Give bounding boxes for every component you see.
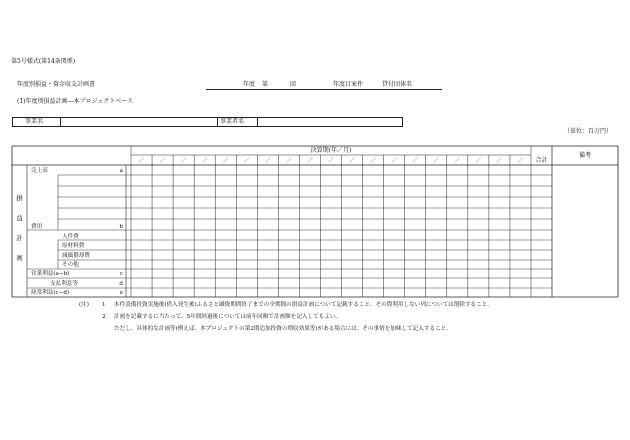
side-label-char: 画	[16, 254, 23, 262]
row-label: その他	[62, 262, 79, 268]
period-slash: ／	[349, 158, 355, 164]
period-slash: ／	[244, 158, 250, 164]
note-2-number: 2	[102, 314, 106, 320]
form-label: 第5号様式(第14条関係)	[11, 58, 76, 65]
operator-name-label: 事業者名	[220, 118, 245, 125]
lender-label: 貸付団体名	[382, 81, 413, 88]
row-label: 売上高	[31, 168, 48, 174]
row-code: d	[119, 281, 123, 287]
period-slash: ／	[517, 158, 524, 164]
period-slash: ／	[496, 158, 503, 164]
row-code: e	[119, 290, 123, 296]
row-code: c	[119, 271, 123, 277]
round-suffix: 回	[290, 81, 297, 88]
period-slash: ／	[180, 158, 187, 164]
total-header: 合計	[535, 157, 548, 164]
row-label: 人件費	[62, 234, 79, 240]
year-label: 年度	[243, 81, 256, 88]
side-label-char: 益	[16, 214, 23, 222]
note-1-number: 1	[102, 302, 106, 308]
period-slash: ／	[222, 158, 229, 164]
row-code: b	[119, 224, 123, 230]
section-heading: (1)年度別損益計画―本プロジェクトベース	[17, 98, 134, 105]
project-year-label: 年度目案件	[333, 81, 364, 88]
row-label: 経常利益(c−d)	[31, 290, 70, 296]
period-slash: ／	[138, 158, 145, 164]
period-header: 決算期(年／月)	[310, 147, 352, 154]
period-slash: ／	[328, 158, 334, 164]
period-slash: ／	[454, 158, 461, 164]
note-3-text: ただし、具体的な計画等(例えば、本プロジェクトの第2期追加投資の増収効果等)がある場合には、その事情を加味して記入すること。	[114, 326, 452, 332]
unit-label: （単位：百万円）	[564, 128, 613, 135]
notes-prefix: (注)	[79, 302, 89, 308]
row-label: 支払利息等	[50, 281, 78, 287]
document-title: 年度別損益・資金収支計画書	[17, 81, 96, 88]
period-slash: ／	[201, 158, 208, 164]
project-name-label: 事業名	[25, 118, 44, 125]
note-2-text: 計画を記載するに当たって、5年間経過後については前年同額で計画額を記入してもよい。	[114, 314, 342, 320]
remarks-header: 備考	[578, 152, 592, 159]
row-label: 営業利益(a−b)	[31, 271, 70, 277]
period-slash: ／	[286, 158, 292, 164]
side-label-char: 損	[16, 194, 23, 202]
period-slash: ／	[391, 158, 397, 164]
period-slash: ／	[307, 158, 313, 164]
period-slash: ／	[412, 158, 418, 164]
row-label: 減価償却費	[62, 253, 90, 259]
period-slash: ／	[265, 158, 271, 164]
row-label: 原材料費	[62, 243, 85, 249]
period-slash: ／	[475, 158, 482, 164]
side-label-char: 計	[16, 234, 23, 242]
row-code: a	[119, 168, 123, 174]
round-prefix: 第	[262, 81, 269, 88]
row-label: 費用	[31, 224, 43, 230]
period-slash: ／	[370, 158, 376, 164]
note-1-text: 本件設備投資実施後(借入発生後)ふるさと融資期間終了までの全期間の損益計画について記載すること。その際利用しない列については削除すること。	[114, 302, 493, 308]
period-slash: ／	[159, 158, 166, 164]
period-slash: ／	[433, 158, 440, 164]
